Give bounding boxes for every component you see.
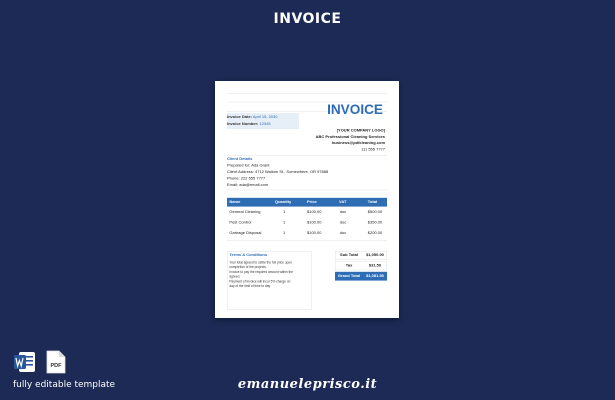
invoice-preview xyxy=(215,81,399,318)
invoice-date: Invoice Date: April 15, 2030 xyxy=(227,114,278,119)
company-logo-placeholder: [YOUR COMPANY LOGO] xyxy=(336,128,385,133)
company-email: business@pdfcleaning.com xyxy=(331,141,385,146)
client-address: Client Address: 4712 Wallum St., Somewhere, OR 97888 xyxy=(227,169,329,175)
invoice-title: INVOICE xyxy=(327,101,383,117)
terms-line: completion of the projects. xyxy=(229,265,267,269)
grand-total-value: $1,081.50 xyxy=(366,273,384,279)
grand-total-label: Grand Total xyxy=(337,273,361,279)
terms-line: Invoice to pay the required amount within the xyxy=(229,270,294,274)
col-header-total: Total xyxy=(367,199,378,205)
table-row xyxy=(227,207,387,216)
site-name[interactable]: emanueleprisco.it xyxy=(237,377,378,392)
template-caption: fully editable template xyxy=(13,380,116,390)
svg-text:PDF: PDF xyxy=(50,363,62,369)
cell-vat: doc xyxy=(339,220,347,225)
col-header-vat: VAT xyxy=(339,199,347,205)
terms-line: Your total agreed to settle the full price upon xyxy=(229,260,292,265)
cell-total: $350.00 xyxy=(367,220,383,225)
company-phone: 111 555 7777 xyxy=(361,147,385,152)
invoice-document xyxy=(215,81,399,318)
cell-quantity: 1 xyxy=(283,209,286,215)
cell-total: $500.00 xyxy=(367,209,383,215)
cell-price: $100.00 xyxy=(307,230,322,235)
cell-name: Garbage Disposal xyxy=(229,230,262,235)
col-header-price: Price xyxy=(307,199,317,205)
tax-label: Tax xyxy=(345,263,353,268)
page-title: INVOICE xyxy=(273,11,342,27)
subtotal-value: $1,050.00 xyxy=(366,253,384,258)
cell-quantity: 1 xyxy=(283,220,286,225)
cell-name: Pest Control xyxy=(229,220,252,225)
cell-quantity: 1 xyxy=(283,230,286,235)
invoice-number: Invoice Number: 12345 xyxy=(227,121,271,127)
cell-vat: doc xyxy=(339,209,347,215)
col-header-quantity: Quantity xyxy=(275,199,292,205)
client-phone: Phone: 222 555 7777 xyxy=(227,176,266,181)
word-icon xyxy=(13,350,37,374)
client-section-label: Client Details xyxy=(227,157,253,162)
table-row xyxy=(227,218,387,227)
subtotal-label: Sub Total xyxy=(340,253,358,258)
table-row xyxy=(227,228,387,237)
terms-line: agreed. xyxy=(229,274,241,279)
cell-price: $100.00 xyxy=(307,220,322,225)
col-header-name: Name xyxy=(229,199,241,205)
cell-price: $100.00 xyxy=(307,209,322,215)
company-name: ABC Professional Cleaning Services xyxy=(315,134,385,139)
terms-label: Terms & Conditions xyxy=(229,253,268,258)
pdf-icon xyxy=(46,350,66,374)
client-prepared-for: Prepared for: Ada Grant xyxy=(227,163,270,168)
cell-total: $200.00 xyxy=(367,230,383,235)
file-format-icons xyxy=(13,350,73,374)
terms-line: Payment of Invoice will incur 5% charge on xyxy=(229,279,291,284)
client-email: Email: ada@email.com xyxy=(227,182,269,187)
tax-value: $31.50 xyxy=(368,263,382,268)
cell-vat: doc xyxy=(339,230,347,235)
cell-name: General Cleaning xyxy=(229,209,261,215)
terms-line: day of the limit of time to day. xyxy=(229,284,271,288)
table-header xyxy=(227,198,387,207)
